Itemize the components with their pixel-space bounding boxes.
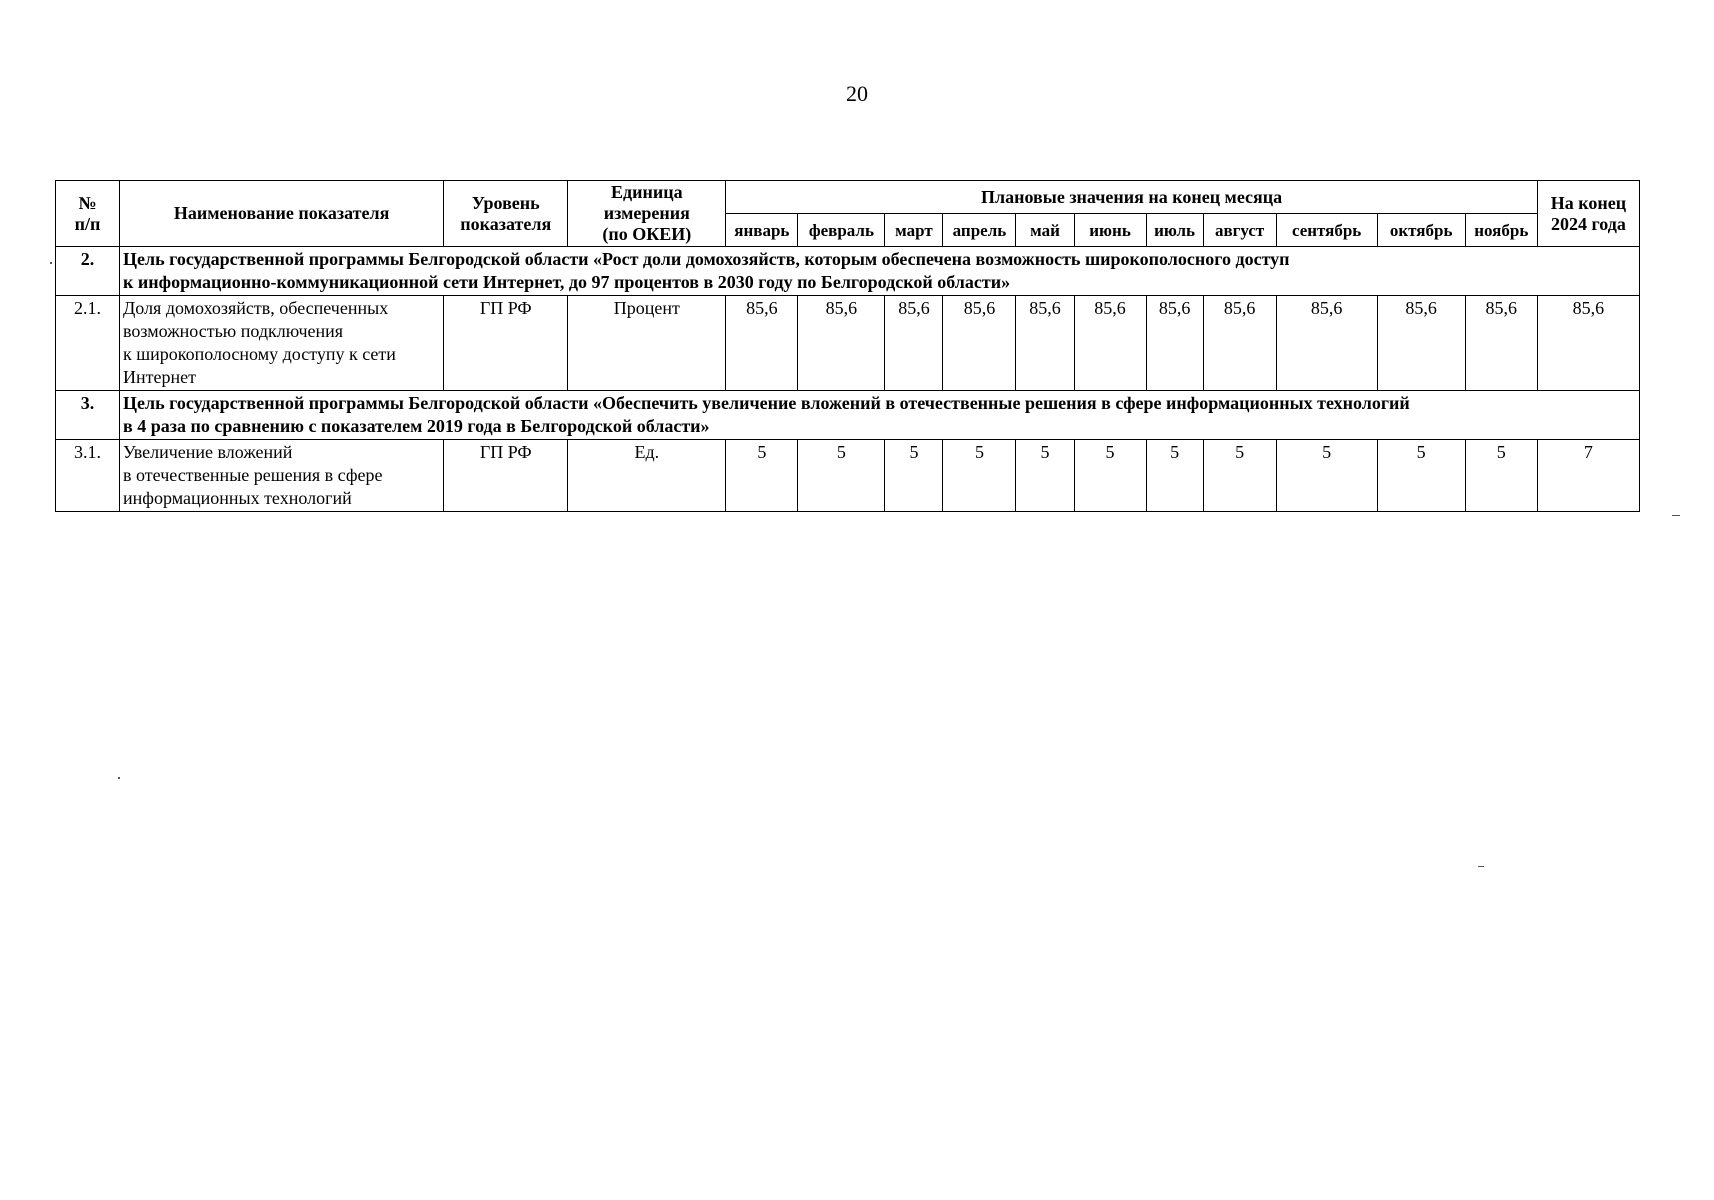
value-january: 85,6 [726,296,798,391]
header-month-july: июль [1146,214,1203,247]
goal-row-2 [56,247,1640,296]
header-month-april: апрель [943,214,1016,247]
goal-number: 3. [56,391,120,440]
header-unit: Единица измерения (по ОКЕИ) [568,181,726,247]
indicator-number: 3.1. [56,440,120,512]
planned-values-table [55,180,1640,512]
goal-number: 2. [56,247,120,296]
header-month-may: май [1016,214,1074,247]
value-august: 85,6 [1203,296,1276,391]
indicator-level: ГП РФ [444,440,568,512]
value-april: 85,6 [943,296,1016,391]
header-month-january: январь [726,214,798,247]
header-month-october: октябрь [1377,214,1465,247]
value-may: 85,6 [1016,296,1074,391]
value-march: 5 [885,440,943,512]
indicator-name: Доля домохозяйств, обеспеченных возможностью подключения к широкополосному доступу к сети Интернет [120,296,444,391]
header-month-march: март [885,214,943,247]
scan-speck [50,262,52,264]
header-row-top [56,181,1640,214]
header-level: Уровень показателя [444,181,568,247]
value-september: 5 [1276,440,1377,512]
goal-row-3 [56,391,1640,440]
value-november: 85,6 [1465,296,1537,391]
value-january: 5 [726,440,798,512]
header-planned-values: Плановые значения на конец месяца [726,181,1538,214]
table-row [56,440,1640,512]
value-april: 5 [943,440,1016,512]
value-year-end: 85,6 [1537,296,1639,391]
value-february: 85,6 [798,296,885,391]
goal-text: Цель государственной программы Белгородской области «Обеспечить увеличение вложений в отечественные решения в сфере информационных технологий в 4 раза по сравнению с показателем 2019 года в Белгородской области» [120,391,1640,440]
header-month-june: июнь [1074,214,1146,247]
value-july: 85,6 [1146,296,1203,391]
header-month-september: сентябрь [1276,214,1377,247]
goal-text: Цель государственной программы Белгородской области «Рост доли домохозяйств, которым обеспечена возможность широкополосного доступ к информационно-коммуникационной сети Интернет, до 97 процентов в 2030 году по Белгородской области» [120,247,1640,296]
header-num: № п/п [56,181,120,247]
value-june: 5 [1074,440,1146,512]
indicator-level: ГП РФ [444,296,568,391]
value-september: 85,6 [1276,296,1377,391]
page-number: 20 [846,81,868,106]
scan-speck [118,777,120,779]
indicator-unit: Ед. [568,440,726,512]
value-march: 85,6 [885,296,943,391]
value-august: 5 [1203,440,1276,512]
table-row [56,296,1640,391]
header-month-august: август [1203,214,1276,247]
indicator-number: 2.1. [56,296,120,391]
value-year-end: 7 [1537,440,1639,512]
value-november: 5 [1465,440,1537,512]
header-month-february: февраль [798,214,885,247]
header-month-november: ноябрь [1465,214,1537,247]
value-may: 5 [1016,440,1074,512]
value-june: 85,6 [1074,296,1146,391]
scan-speck [1672,515,1680,516]
value-october: 85,6 [1377,296,1465,391]
scan-speck [1478,866,1484,867]
indicator-name: Увеличение вложений в отечественные решения в сфере информационных технологий [120,440,444,512]
value-february: 5 [798,440,885,512]
value-october: 5 [1377,440,1465,512]
header-name: Наименование показателя [120,181,444,247]
indicator-unit: Процент [568,296,726,391]
value-july: 5 [1146,440,1203,512]
header-year-end: На конец 2024 года [1537,181,1639,247]
